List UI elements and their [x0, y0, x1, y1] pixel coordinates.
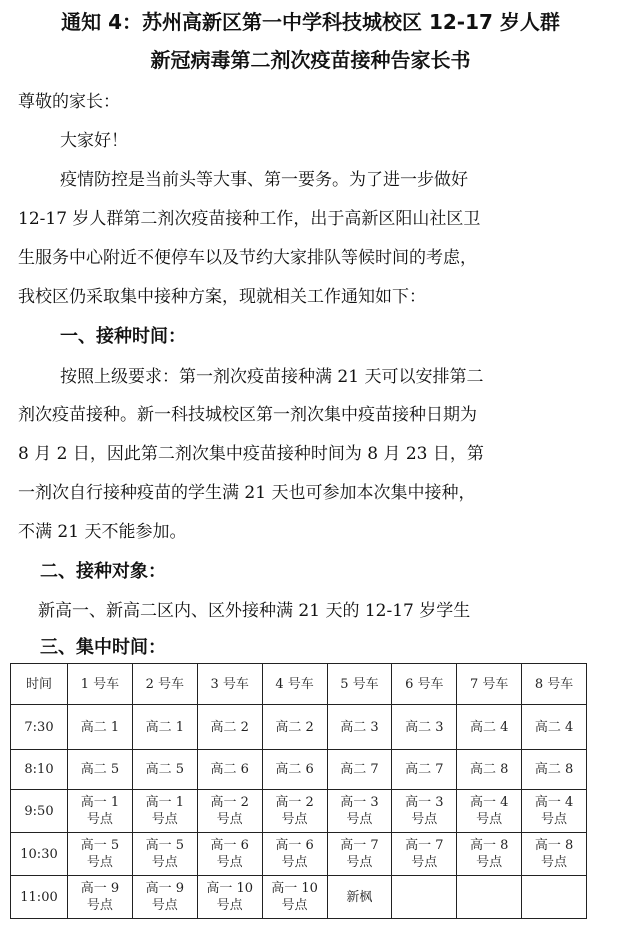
header-cell: 7 号车	[457, 664, 522, 705]
table-cell: 高二 7	[392, 750, 457, 790]
table-cell: 高一 9 号点	[68, 876, 133, 919]
table-cell: 新枫	[327, 876, 392, 919]
notice-title-line-2: 新冠病毒第二剂次疫苗接种告家长书	[150, 48, 471, 72]
notice-title-line-1: 通知 4：苏州高新区第一中学科技城校区 12-17 岁人群	[61, 10, 560, 34]
table-cell: 高一 6 号点	[262, 833, 327, 876]
table-cell: 高二 1	[68, 705, 133, 750]
table-cell: 高一 4 号点	[522, 790, 587, 833]
table-header-row	[11, 664, 587, 705]
table-cell: 高一 10 号点	[197, 876, 262, 919]
section-1-line: 不满 21 天不能参加。	[18, 522, 187, 542]
intro-line: 疫情防控是当前头等大事、第一要务。为了进一步做好	[60, 170, 468, 190]
table-row	[11, 750, 587, 790]
section-1-line: 按照上级要求：第一剂次疫苗接种满 21 天可以安排第二	[60, 367, 484, 387]
table-cell: 高一 4 号点	[457, 790, 522, 833]
header-cell: 1 号车	[68, 664, 133, 705]
intro-line: 12-17 岁人群第二剂次疫苗接种工作，出于高新区阳山社区卫	[18, 209, 481, 229]
table-cell: 高二 1	[132, 705, 197, 750]
section-1-line: 一剂次自行接种疫苗的学生满 21 天也可参加本次集中接种，	[18, 483, 476, 503]
table-row	[11, 876, 587, 919]
table-cell: 高一 5 号点	[132, 833, 197, 876]
header-cell: 5 号车	[327, 664, 392, 705]
header-cell: 8 号车	[522, 664, 587, 705]
table-cell: 高一 7 号点	[327, 833, 392, 876]
table-cell: 高二 4	[522, 705, 587, 750]
salutation: 尊敬的家长：	[18, 92, 120, 112]
table-cell: 高二 2	[197, 705, 262, 750]
vaccination-schedule-table	[10, 663, 587, 919]
header-cell: 2 号车	[132, 664, 197, 705]
table-cell: 高一 3 号点	[392, 790, 457, 833]
time-cell: 11:00	[11, 876, 68, 919]
table-cell: 高一 5 号点	[68, 833, 133, 876]
table-cell	[522, 876, 587, 919]
table-cell	[457, 876, 522, 919]
table-row	[11, 833, 587, 876]
section-3-heading: 三、集中时间：	[40, 637, 166, 658]
header-cell: 时间	[11, 664, 68, 705]
table-cell: 高一 8 号点	[457, 833, 522, 876]
header-cell: 6 号车	[392, 664, 457, 705]
table-cell: 高二 5	[68, 750, 133, 790]
header-cell: 4 号车	[262, 664, 327, 705]
table-cell: 高二 5	[132, 750, 197, 790]
table-cell: 高一 3 号点	[327, 790, 392, 833]
intro-line: 生服务中心附近不便停车以及节约大家排队等候时间的考虑，	[18, 248, 477, 268]
time-cell: 9:50	[11, 790, 68, 833]
time-cell: 7:30	[11, 705, 68, 750]
table-row	[11, 705, 587, 750]
table-cell: 高二 6	[262, 750, 327, 790]
section-1-heading: 一、接种时间：	[60, 326, 186, 347]
table-cell: 高二 8	[522, 750, 587, 790]
table-cell: 高二 8	[457, 750, 522, 790]
table-cell: 高一 2 号点	[197, 790, 262, 833]
table-row	[11, 790, 587, 833]
table-cell: 高一 10 号点	[262, 876, 327, 919]
section-2-text: 新高一、新高二区内、区外接种满 21 天的 12-17 岁学生	[38, 601, 471, 621]
header-cell: 3 号车	[197, 664, 262, 705]
table-cell: 高一 1 号点	[132, 790, 197, 833]
time-cell: 10:30	[11, 833, 68, 876]
table-cell: 高二 3	[327, 705, 392, 750]
table-cell: 高二 4	[457, 705, 522, 750]
table-cell: 高二 7	[327, 750, 392, 790]
table-cell: 高一 9 号点	[132, 876, 197, 919]
table-cell: 高二 2	[262, 705, 327, 750]
section-1-line: 剂次疫苗接种。新一科技城校区第一剂次集中疫苗接种日期为	[18, 405, 477, 425]
table-cell: 高一 2 号点	[262, 790, 327, 833]
table-cell: 高一 8 号点	[522, 833, 587, 876]
section-1-line: 8 月 2 日，因此第二剂次集中疫苗接种时间为 8 月 23 日，第	[18, 444, 484, 464]
table-cell: 高二 3	[392, 705, 457, 750]
table-cell: 高一 7 号点	[392, 833, 457, 876]
table-cell: 高一 6 号点	[197, 833, 262, 876]
table-cell	[392, 876, 457, 919]
intro-line: 我校区仍采取集中接种方案，现就相关工作通知如下：	[18, 287, 426, 307]
table-cell: 高二 6	[197, 750, 262, 790]
section-2-heading: 二、接种对象：	[40, 561, 166, 582]
time-cell: 8:10	[11, 750, 68, 790]
greeting: 大家好！	[60, 131, 128, 151]
table-cell: 高一 1 号点	[68, 790, 133, 833]
